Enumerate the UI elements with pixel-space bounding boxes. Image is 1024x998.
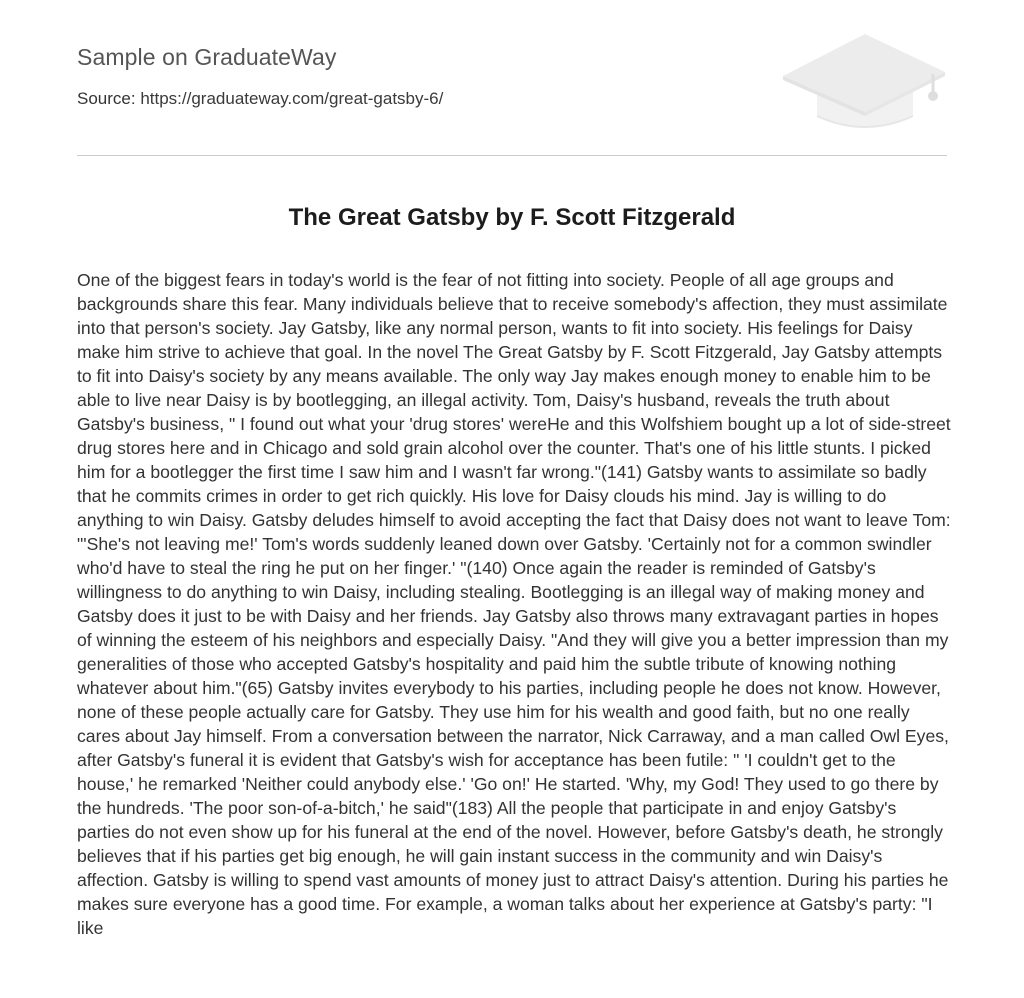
document-body: One of the biggest fears in today's world is the fear of not fitting into society. People of all age groups and backgrounds share this fear. Many individuals believe that to receive somebody's affection, they must assimilate into that person's society. Jay Gatsby, like any normal person, wants to fit into society. His feelings for Daisy make him strive to achieve that goal. In the novel The Great Gatsby by F. Scott Fitzgerald, Jay Gatsby attempts to fit into Daisy's society by any means available. The only way Jay makes enough money to enable him to be able to live near Daisy is by bootlegging, an illegal activity. Tom, Daisy's husband, reveals the truth about Gatsby's business, " I found out what your 'drug stores' wereHe and this Wolfshiem bought up a lot of side-street drug stores here and in Chicago and sold grain alcohol over the counter. That's one of his little stunts. I picked him for a bootlegger the first time I saw him and I wasn't far wrong."(141) Gatsby wants to assimilate so badly that he commits crimes in order to get rich quickly. His love for Daisy clouds his mind. Jay is willing to do anything to win Daisy. Gatsby deludes himself to avoid accepting the fact that Daisy does not want to leave Tom: "'She's not leaving me!' Tom's words suddenly leaned down over Gatsby. 'Certainly not for a common swindler who'd have to steal the ring he put on her finger.' "(140) Once again the reader is reminded of Gatsby's willingness to do anything to win Daisy, including stealing. Bootlegging is an illegal way of making money and Gatsby does it just to be with Daisy and her friends. Jay Gatsby also throws many extravagant parties in hopes of winning the esteem of his neighbors and especially Daisy. "And they will give you a better impression than my generalities of those who accepted Gatsby's hospitality and paid him the subtle tribute of knowing nothing whatever about him."(65) Gatsby invites everybody to his parties, including people he does not know. However, none of these people actually care for Gatsby. They use him for his wealth and good faith, but no one really cares about Jay himself. From a conversation between the narrator, Nick Carraway, and a man called Owl Eyes, after Gatsby's funeral it is evident that Gatsby's wish for acceptance has been futile: " 'I couldn't get to the house,' he remarked 'Neither could anybody else.' 'Go on!' He started. 'Why, my God! They used to go there by the hundreds. 'The poor son-of-a-bitch,' he said"(183) All the people that participate in and enjoy Gatsby's parties do not even show up for his funeral at the end of the novel. However, before Gatsby's death, he strongly believes that if his parties get big enough, he will gain instant success in the community and win Daisy's affection. Gatsby is willing to spend vast amounts of money just to attract Daisy's attention. During his parties he makes sure everyone has a good time. For example, a woman talks about her experience at Gatsby's party: "I like <box>77 270 951 938</box>
header-divider <box>77 155 947 156</box>
graduation-cap-icon <box>781 30 947 134</box>
source-line <box>77 89 443 109</box>
source-link[interactable]: https://graduateway.com/great-gatsby-6/ <box>140 89 444 108</box>
document-title: The Great Gatsby by F. Scott Fitzgerald <box>288 204 736 231</box>
site-title: Sample on GraduateWay <box>77 44 337 70</box>
source-label: Source: <box>77 89 136 108</box>
page-header <box>77 0 947 156</box>
